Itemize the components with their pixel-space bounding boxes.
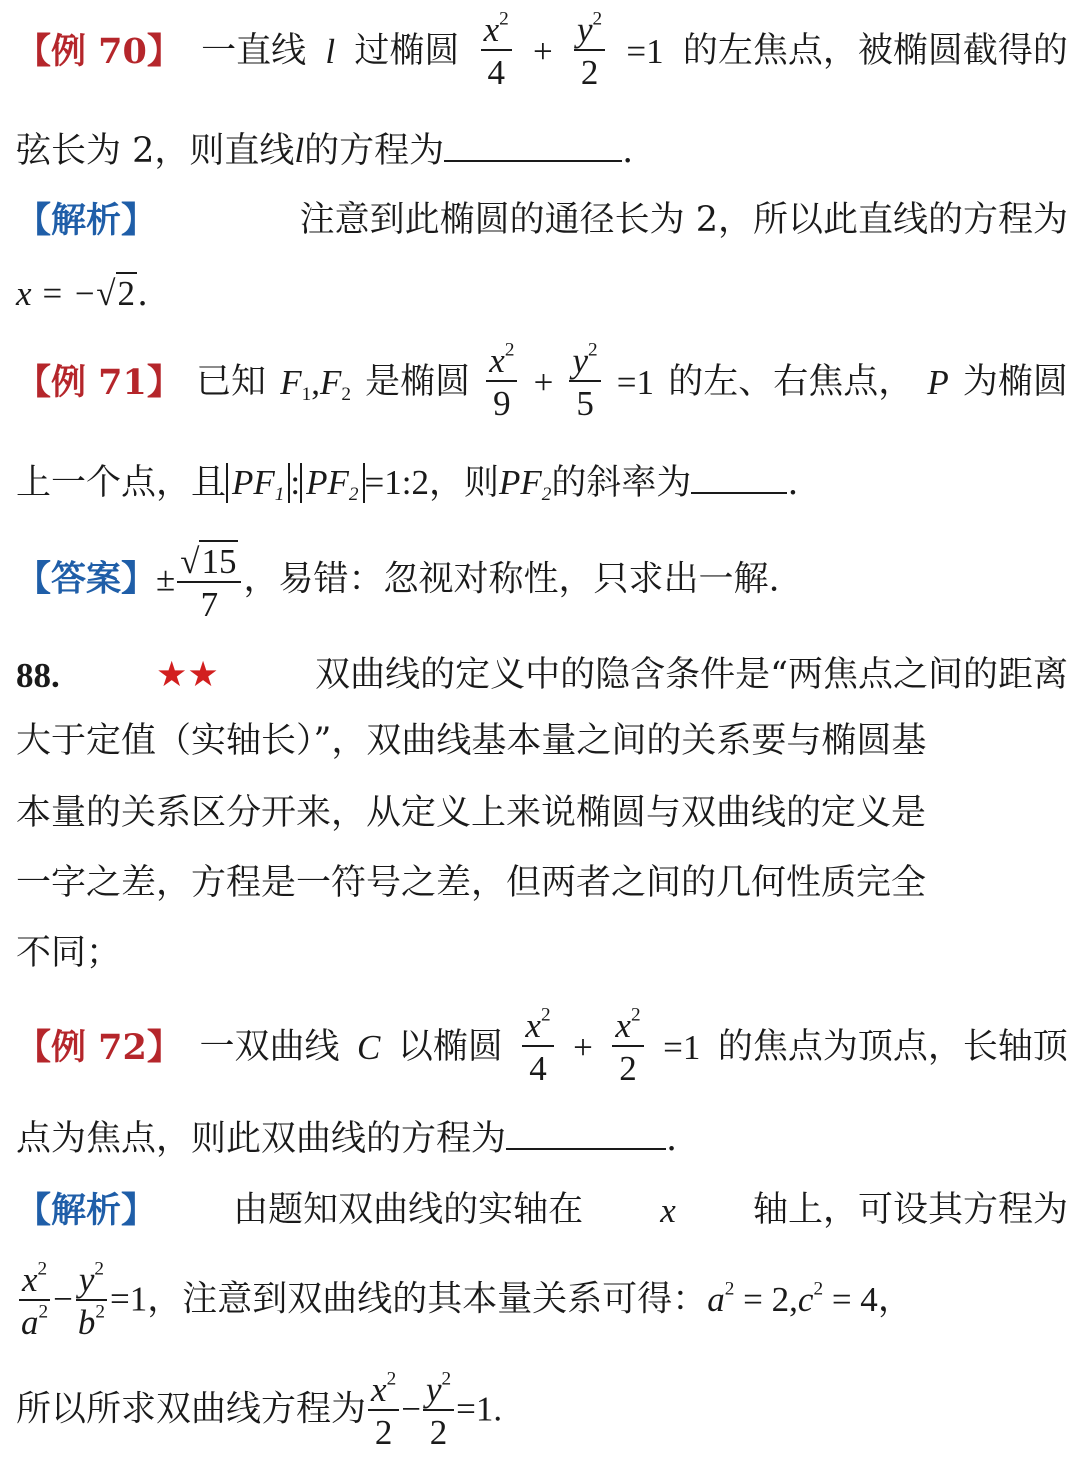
text: 的左焦点，被椭圆截得的 [682,30,1068,71]
example-72-line2 [16,1119,1068,1159]
solution-70-line1 [16,200,1068,241]
item-number: 88. [16,656,60,695]
variable-x: x [660,1191,676,1230]
text: 不同； [16,933,122,973]
variable-l: l [325,31,336,71]
relation: $a^2 = 2,c^2 = 4$ [707,1278,878,1319]
fraction: $\frac{√15}{7}$ [177,540,241,622]
fraction: $\frac{x^2}{2}$ [612,1008,643,1086]
answer-blank [506,1144,666,1150]
pf2-symbol: $PF_2$ [499,463,552,505]
denominator: 4 [487,53,505,92]
example-71-label: 【例 71】 [16,361,182,403]
equals-one: =1 [663,1027,701,1067]
example-72-label: 【例 72】 [16,1026,182,1068]
text: 的左、右焦点， [668,361,914,402]
example-70-line2 [16,133,1068,169]
text: 双曲线的定义中的隐含条件是“两焦点之间的距离 [315,655,1068,695]
text: 所以所求双曲线方程为 [16,1389,367,1430]
fraction: $\frac{y^2}{5}$ [569,343,600,421]
abs-pf1: $PF_1$ [226,463,290,503]
period: . [666,1119,678,1159]
item-88-line1 [16,655,1068,695]
text: 以椭圆 [397,1026,503,1067]
variable-p: P [927,362,949,402]
answer-71-label: 【答案】 [16,558,157,600]
plus-sign: + [533,362,554,402]
fraction: $\frac{x^2}{a^2}$ [18,1262,51,1340]
equals-one: =1 [626,31,664,71]
variable-c: C [356,1027,381,1067]
fraction: $\frac{x^2}{2}$ [368,1372,399,1450]
period: . [622,131,634,171]
solution-72-line2 [16,1258,1068,1342]
fraction: $\frac{y^2}{b^2}$ [75,1262,108,1340]
exponent: 2 [499,8,509,30]
text: 已知 [196,361,267,402]
solution-70-line2 [16,272,1068,312]
text: 一双曲线 [199,1026,340,1067]
solution-70-label: 【解析】 [16,200,157,241]
text: ，则 [429,463,500,503]
square-root: √2 [96,274,135,313]
example-71-line2 [16,463,1068,503]
minus-sign: − [53,1279,73,1319]
text: 为椭圆 [962,361,1068,402]
plus-sign: + [573,1027,593,1067]
answer-expression: x = − [16,274,97,313]
exponent: 2 [592,8,603,30]
answer-71 [16,540,1068,622]
solution-72-label: 【解析】 [16,1190,157,1231]
example-72-line1 [16,1004,1068,1088]
text: ，易错：忽视对称性，只求出一解. [243,559,780,600]
solution-72-line1 [16,1190,1068,1231]
fraction [574,8,605,92]
item-88-line5 [16,933,1068,973]
equals-one: =1 [616,362,655,402]
answer-blank [444,156,622,162]
text: 一字之差，方程是一符号之差，但两者之间的几何性质完全 [16,863,927,903]
text: 过椭圆 [354,30,460,71]
plus-minus: ± [156,559,176,599]
text: 是椭圆 [365,361,471,402]
item-88-line2 [16,721,1068,761]
example-70-label: 【例 70】 [16,30,182,72]
text: 上一个点，且 [16,463,227,503]
foci-symbols: $F_1,F_2$ [280,362,351,405]
plus-sign: + [533,31,553,71]
minus-sign: − [401,1389,421,1429]
comma: ， [877,1279,913,1320]
example-71-line1 [16,339,1068,423]
text: 注意到此椭圆的通径长为 2，所以此直线的方程为 [299,200,1068,240]
denominator: 2 [580,53,599,92]
text: 由题知双曲线的实轴在 [233,1190,584,1230]
star-icon: ★★ [156,655,219,695]
fraction: $\frac{x^2}{9}$ [486,343,517,421]
text: 轴上，可设其方程为 [752,1190,1068,1230]
text: 大于定值（实轴长）”，双曲线基本量之间的关系要与椭圆基 [16,721,927,761]
text: 本量的关系区分开来，从定义上来说椭圆与双曲线的定义是 [16,793,927,833]
item-88-line4 [16,863,1068,903]
equals-one: =1 [110,1279,148,1319]
colon: : [290,463,301,502]
period: . [787,463,799,503]
text: 的焦点为顶点，长轴顶 [717,1026,1068,1067]
period: . [137,274,149,314]
fraction: $\frac{y^2}{2}$ [423,1372,454,1450]
ratio: =1:2 [364,463,429,502]
numerator: y [577,10,593,49]
solution-72-line3 [16,1368,1068,1452]
text: 点为焦点，则此双曲线的方程为 [16,1119,507,1159]
text: ，注意到双曲线的其本量关系可得： [147,1279,708,1320]
text: 一直线 [201,30,307,71]
answer-blank [691,488,787,494]
equals-one: =1. [456,1389,503,1429]
abs-pf2: $PF_2$ [300,463,364,503]
item-88-line3 [16,793,1068,833]
fraction: $\frac{x^2}{4}$ [522,1008,553,1086]
radicand: 2 [117,274,135,313]
fraction [481,8,512,92]
numerator: x [483,10,500,49]
text: 的斜率为 [551,463,692,503]
text: 弦长为 2，则直线 [16,131,295,171]
text: 的方程为 [304,131,445,171]
variable-l: l [294,131,305,170]
example-70-line1 [16,8,1068,92]
